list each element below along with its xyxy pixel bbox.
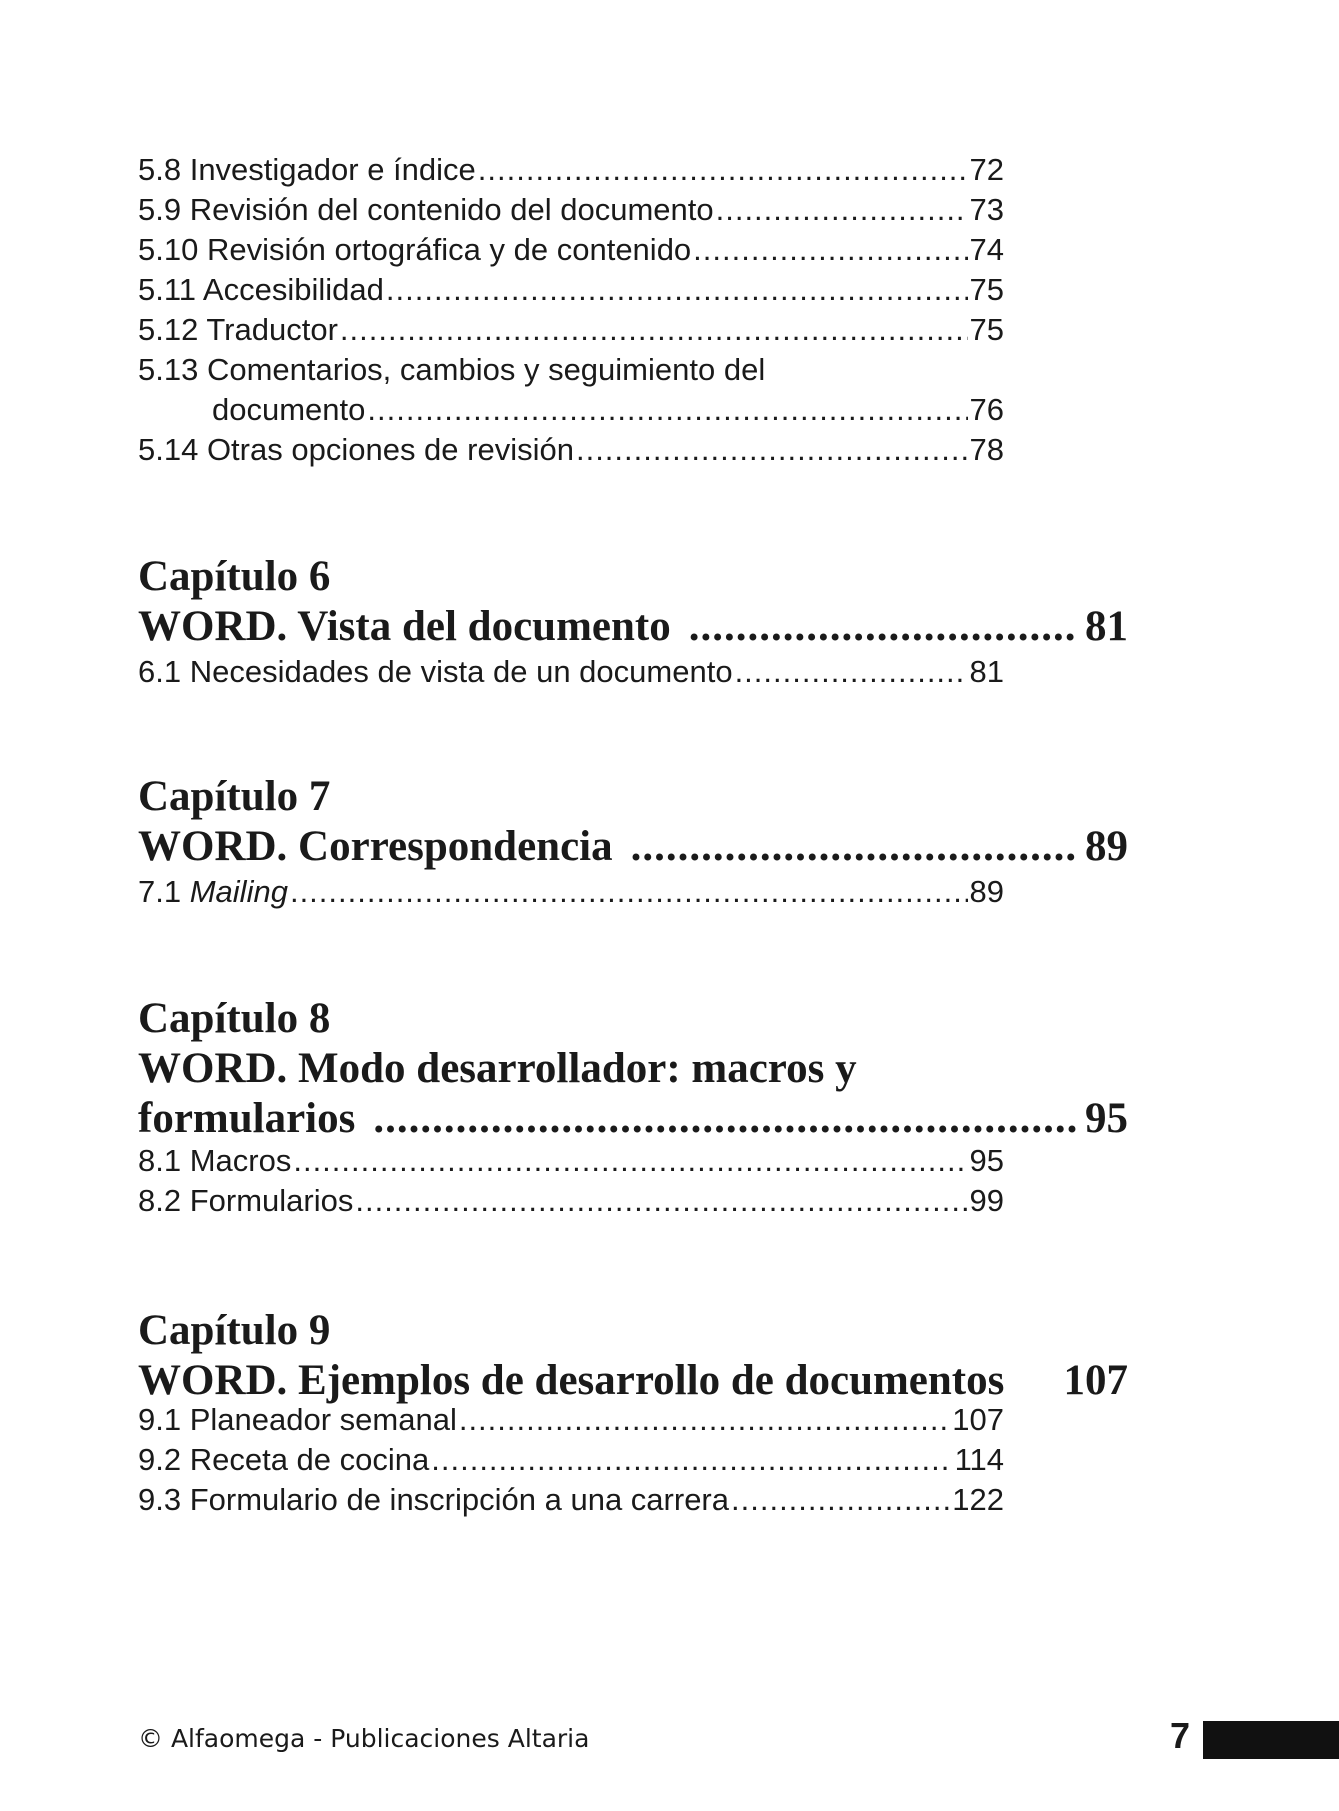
section-5-entries (138, 150, 1004, 470)
page-ref: 89 (969, 874, 1004, 909)
chapter-7 (138, 772, 1128, 872)
toc-entry-line2[interactable]: documento ..... 76 (138, 390, 1004, 430)
copyright-footer: © Alfaomega - Publicaciones Altaria (138, 1724, 590, 1753)
toc-entry[interactable]: 5.14 Otras opciones de revisión ..... 78 (138, 430, 1004, 470)
dot-leader (290, 872, 968, 912)
chapter-title: WORD. Correspondencia (138, 823, 613, 870)
page-ref: 75 (969, 272, 1004, 307)
dot-leader (373, 1094, 1077, 1144)
page-ref: 114 (954, 1442, 1004, 1477)
toc-entry-line1[interactable]: 5.13 Comentarios, cambios y seguimiento del (138, 352, 766, 387)
chapter-title-row[interactable] (138, 1094, 1128, 1144)
dot-leader (355, 1181, 967, 1221)
toc-entry[interactable]: 8.2 Formularios ..... 99 (138, 1181, 1004, 1221)
toc-entry[interactable]: 9.1 Planeador semanal ..... 107 (138, 1400, 1004, 1440)
chapter-title-row[interactable] (138, 1356, 1128, 1406)
chapter-label: Capítulo 6 (138, 553, 331, 600)
page-ref: 73 (969, 192, 1004, 227)
chapter-title-row[interactable] (138, 822, 1128, 872)
toc-entry[interactable]: 5.12 Traductor ..... 75 (138, 310, 1004, 350)
chapter-title: WORD. Vista del documento (138, 603, 671, 650)
dot-leader (631, 822, 1077, 872)
toc-entry[interactable]: 5.11 Accesibilidad ..... 75 (138, 270, 1004, 310)
page-ref: 78 (969, 432, 1004, 467)
chapter-label: Capítulo 9 (138, 1307, 331, 1354)
toc-entry[interactable]: 5.8 Investigador e índice ..... 72 (138, 150, 1004, 190)
page-number-bar (1203, 1721, 1339, 1759)
dot-leader (478, 150, 968, 190)
page-ref: 122 (952, 1482, 1004, 1517)
chapter-title-row[interactable] (138, 602, 1128, 652)
page-ref: 107 (952, 1402, 1004, 1437)
page-ref: 95 (969, 1143, 1004, 1178)
dot-leader (340, 310, 968, 350)
page-number: 7 (1170, 1715, 1191, 1756)
chapter-label: Capítulo 7 (138, 773, 331, 820)
toc-entry[interactable]: 7.1 Mailing ..... 89 (138, 872, 1004, 912)
dot-leader (386, 270, 968, 310)
dot-leader (367, 390, 967, 430)
dot-leader (431, 1440, 952, 1480)
chapter-page-ref: 81 (1085, 603, 1128, 650)
page-ref: 99 (969, 1183, 1004, 1218)
chapter-page-ref: 89 (1085, 823, 1128, 870)
toc-entry[interactable]: 9.3 Formulario de inscripción a una carrera ..... 122 (138, 1480, 1004, 1520)
toc-entry[interactable]: 8.1 Macros ..... 95 (138, 1141, 1004, 1181)
toc-entry[interactable]: 6.1 Necesidades de vista de un documento ..... 81 (138, 652, 1004, 692)
chapter-title: WORD. Ejemplos de desarrollo de documentos (138, 1357, 1005, 1404)
chapter-8-entries (138, 1141, 1004, 1221)
chapter-9 (138, 1306, 1128, 1406)
page-ref: 75 (969, 312, 1004, 347)
dot-leader (735, 652, 968, 692)
chapter-6-entries (138, 652, 1004, 692)
chapter-7-entries (138, 872, 1004, 912)
toc-entry[interactable]: 9.2 Receta de cocina ..... 114 (138, 1440, 1004, 1480)
dot-leader (576, 430, 968, 470)
chapter-title[interactable]: WORD. Modo desarrollador: macros y (138, 1045, 857, 1092)
dot-leader (689, 602, 1077, 652)
dot-leader (293, 1141, 967, 1181)
page-ref: 74 (969, 232, 1004, 267)
toc-entry[interactable]: 5.9 Revisión del contenido del documento ..... 73 (138, 190, 1004, 230)
dot-leader (716, 190, 968, 230)
chapter-title: formularios (138, 1095, 356, 1142)
chapter-9-entries (138, 1400, 1004, 1520)
toc-entry[interactable]: 5.10 Revisión ortográfica y de contenido ..... 74 (138, 230, 1004, 270)
dot-leader (459, 1400, 950, 1440)
page-ref: 81 (969, 654, 1004, 689)
chapter-6 (138, 552, 1128, 652)
dot-leader (731, 1480, 950, 1520)
chapter-8 (138, 994, 1128, 1144)
page-ref: 72 (969, 152, 1004, 187)
chapter-page-ref: 107 (1063, 1357, 1128, 1404)
chapter-label: Capítulo 8 (138, 995, 331, 1042)
page-ref: 76 (969, 392, 1004, 427)
dot-leader (693, 230, 967, 270)
chapter-page-ref: 95 (1085, 1095, 1128, 1142)
